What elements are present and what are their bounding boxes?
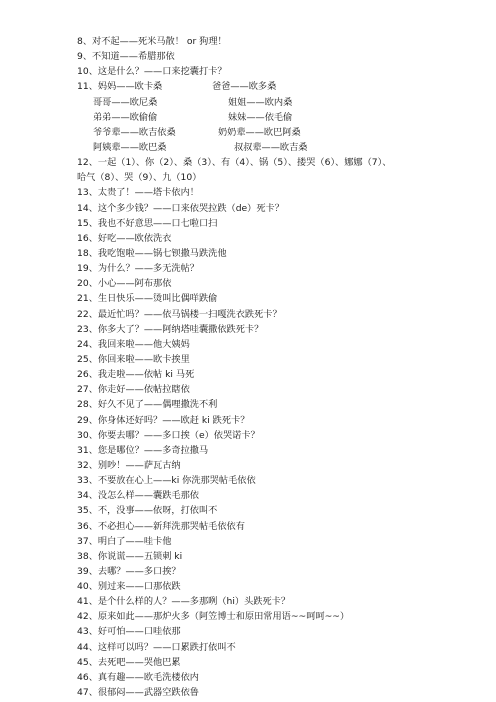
- family-younger-brother: 弟弟——欧偷偷: [93, 111, 158, 123]
- phrase-line-8: 8、对不起——死米马散！ or 狗理！: [77, 36, 227, 47]
- phrase-line-24: 24、我回来啦——他大姨妈: [77, 338, 190, 350]
- phrase-line-27: 27、你走好——依帖拉瞎依: [77, 384, 190, 396]
- phrase-line-33: 33、不要放在心上——ki 你洗那哭帖毛依依: [77, 475, 256, 487]
- phrase-line-46: 46、真有趣——欧毛洗楼依内: [77, 671, 199, 683]
- phrase-line-36: 36、不必担心——新拜洗那哭帖毛依依有: [77, 520, 245, 532]
- family-aunt: 阿姨辈——欧巴桑: [93, 141, 167, 153]
- phrase-line-30: 30、你要去哪？——多口挨（e）依哭诺卡？: [77, 429, 260, 441]
- phrase-line-20: 20、小心——阿布那依: [77, 278, 172, 290]
- phrase-line-43: 43、好可怕——口哇依那: [77, 626, 181, 638]
- phrase-line-34: 34、没怎么样——囊跌毛那依: [77, 490, 199, 502]
- numbers-line-1: 12、一起（1）、你（2）、桑（3）、有（4）、锅（5）、搂哭（6）、娜娜（7）、: [77, 157, 392, 169]
- phrase-line-13: 13、太贵了！——塔卡依内！: [77, 187, 199, 199]
- phrase-line-16: 16、好吃——欧依洗衣: [77, 232, 172, 244]
- phrase-line-39: 39、去哪？——多口挨？: [77, 565, 181, 577]
- phrase-line-22: 22、最近忙吗？——依马锅楼一扫嘎洗衣跌死卡？: [77, 308, 282, 320]
- family-grandmother: 奶奶辈——欧巴阿桑: [218, 126, 301, 138]
- phrase-line-25: 25、你回来啦——欧卡挨里: [77, 353, 190, 365]
- phrase-line-29: 29、你身体还好吗？——欧赶 ki 跌死卡？: [77, 414, 250, 426]
- phrase-line-44: 44、这样可以吗？——口累跌打依叫不: [77, 641, 236, 653]
- phrase-line-28: 28、好久不见了——偶哩撒洗不利: [77, 399, 218, 411]
- family-row-4: [77, 125, 477, 140]
- phrase-line-45: 45、去死吧——哭他巴累: [77, 656, 181, 668]
- family-row-2: [77, 95, 477, 110]
- phrase-line-10: 10、这是什么？——口来挖囊打卡？: [77, 66, 227, 78]
- family-uncle: 叔叔辈——欧吉桑: [234, 141, 308, 153]
- family-row-3: [77, 110, 477, 125]
- phrase-line-21: 21、生日快乐——烫叫比偶咩跌偷: [77, 293, 218, 305]
- phrase-line-26: 26、我走啦——依帖 ki 马死: [77, 369, 195, 381]
- phrase-line-19: 19、为什么？——多无洗帖？: [77, 263, 199, 275]
- phrase-line-37: 37、明白了——哇卡他: [77, 535, 172, 547]
- phrase-line-9: 9、不知道——希腊那依: [77, 51, 175, 63]
- phrase-line-23: 23、你多大了？——阿纳塔哇囊撒依跌死卡？: [77, 323, 264, 335]
- phrase-line-41: 41、是个什么样的人？——多那咧（hi）头跌死卡？: [77, 596, 291, 608]
- family-mother: 11、妈妈——欧卡桑: [77, 81, 163, 93]
- phrase-line-35: 35、不，没事——依呀，打依叫不: [77, 505, 218, 517]
- phrase-line-38: 38、你说谎——五锁刺 ki: [77, 550, 183, 562]
- family-older-sister: 姐姐——欧内桑: [228, 96, 293, 108]
- phrase-line-32: 32、别吵！——萨瓦古纳: [77, 459, 181, 471]
- family-younger-sister: 妹妹——依毛偷: [228, 111, 293, 123]
- phrase-line-47: 47、很郁闷——武器空跌依鲁: [77, 687, 199, 699]
- family-row-5: [77, 140, 477, 155]
- phrase-line-15: 15、我也不好意思——口七啦口扫: [77, 217, 218, 229]
- document-page: [77, 34, 477, 700]
- phrase-line-31: 31、您是哪位？——多奇拉撒马: [77, 444, 209, 456]
- family-father: 爸爸——欧多桑: [212, 81, 277, 93]
- phrase-line-18: 18、我吃饱啦——锅七钡撒马跌洗他: [77, 247, 227, 259]
- numbers-line-2: 哈气（8）、哭（9）、九（10）: [77, 172, 202, 184]
- phrase-line-14: 14、这个多少钱？——口来依哭拉跌（de）死卡？: [77, 202, 284, 214]
- phrase-line-40: 40、别过来——口那依跌: [77, 581, 181, 593]
- phrase-line-42: 42、原来如此——那炉火多（阿笠博士和原田常用语~~呵呵~~）: [77, 611, 350, 623]
- family-row-1: [77, 79, 477, 94]
- family-grandfather: 爷爷辈——欧吉依桑: [93, 126, 176, 138]
- family-older-brother: 哥哥——欧尼桑: [93, 96, 158, 108]
